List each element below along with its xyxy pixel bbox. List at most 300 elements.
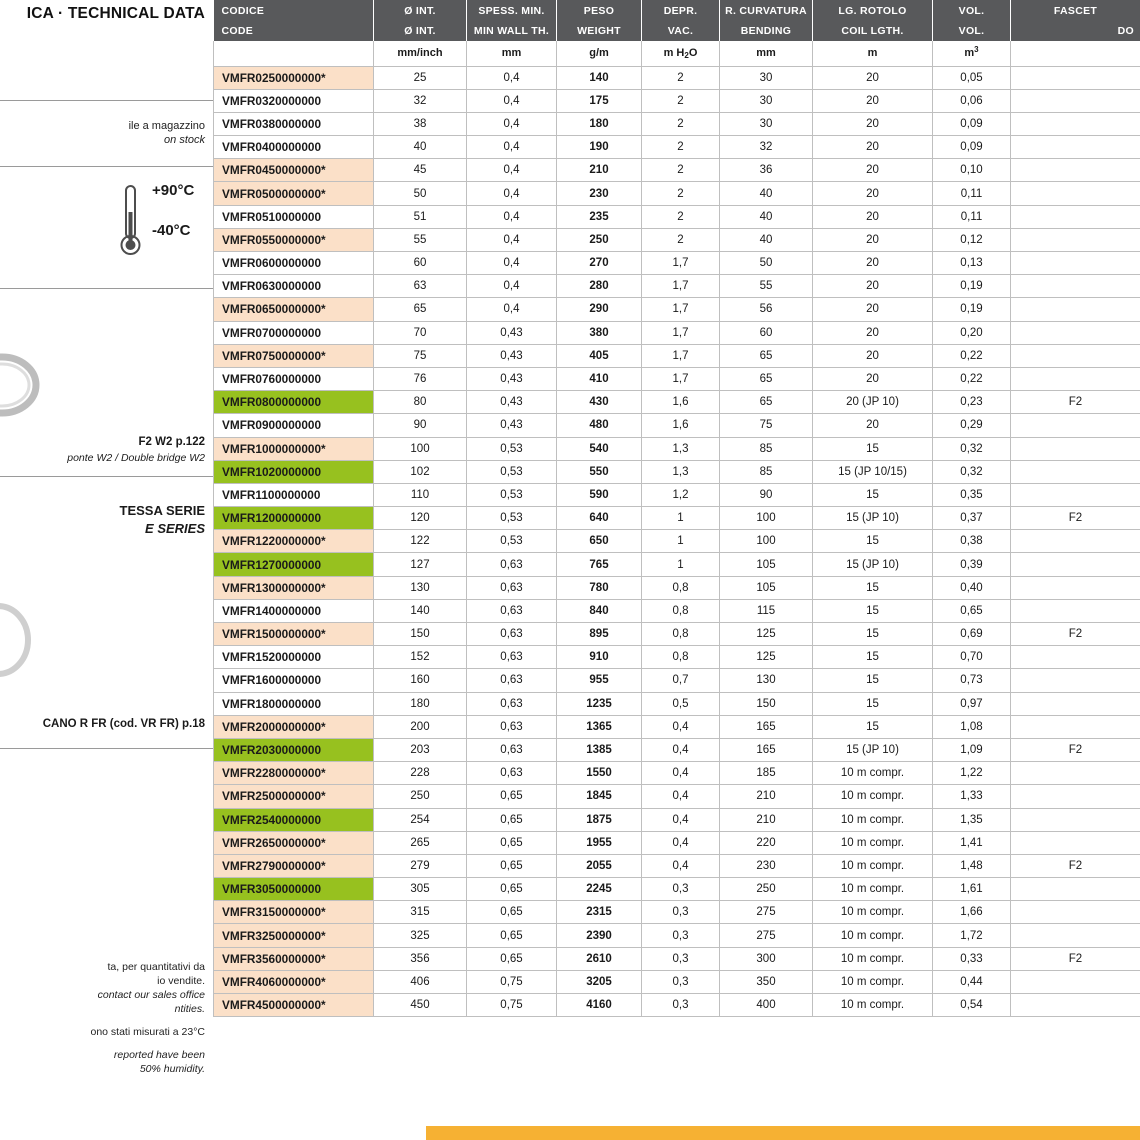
cell-band: [1011, 66, 1140, 89]
cell-bending-radius: 55: [720, 275, 813, 298]
cell-coil-length: 10 m compr.: [813, 785, 933, 808]
cell-coil-length: 10 m compr.: [813, 970, 933, 993]
cell-vacuum: 2: [642, 182, 720, 205]
table-row: [214, 437, 1140, 460]
cell-band: [1011, 252, 1140, 275]
cell-weight: 140: [557, 66, 642, 89]
th-vol-it: VOL.: [933, 0, 1011, 21]
cell-bending-radius: 90: [720, 483, 813, 506]
table-row: [214, 808, 1140, 831]
cell-internal-diameter: 152: [374, 646, 467, 669]
cell-coil-length: 10 m compr.: [813, 808, 933, 831]
cell-coil-length: 20: [813, 344, 933, 367]
cell-code: VMFR0900000000: [214, 414, 374, 437]
footnote-3: ntities.: [174, 1003, 205, 1015]
table-row: [214, 878, 1140, 901]
cell-volume: 1,09: [933, 738, 1011, 761]
cell-band: [1011, 785, 1140, 808]
divider-vulcano: [0, 748, 213, 749]
table-row: [214, 553, 1140, 576]
cell-weight: 955: [557, 669, 642, 692]
cell-coil-length: 20: [813, 228, 933, 251]
cell-volume: 1,61: [933, 878, 1011, 901]
cell-min-wall-thickness: 0,4: [467, 89, 557, 112]
cell-min-wall-thickness: 0,65: [467, 924, 557, 947]
cell-internal-diameter: 140: [374, 599, 467, 622]
cell-volume: 0,22: [933, 344, 1011, 367]
cell-vacuum: 2: [642, 89, 720, 112]
cell-bending-radius: 65: [720, 367, 813, 390]
cell-coil-length: 10 m compr.: [813, 878, 933, 901]
table-row: [214, 136, 1140, 159]
table-row: [214, 159, 1140, 182]
cell-code: VMFR2540000000: [214, 808, 374, 831]
cell-vacuum: 1,3: [642, 460, 720, 483]
cell-min-wall-thickness: 0,4: [467, 136, 557, 159]
cell-code: VMFR0550000000*: [214, 228, 374, 251]
cell-bending-radius: 210: [720, 808, 813, 831]
th-int-it: Ø INT.: [374, 0, 467, 21]
cell-internal-diameter: 70: [374, 321, 467, 344]
cell-coil-length: 20: [813, 136, 933, 159]
cell-min-wall-thickness: 0,4: [467, 275, 557, 298]
cell-min-wall-thickness: 0,43: [467, 414, 557, 437]
cell-min-wall-thickness: 0,75: [467, 994, 557, 1017]
th-vol-en: VOL.: [933, 21, 1011, 41]
cell-code: VMFR0750000000*: [214, 344, 374, 367]
cell-vacuum: 0,4: [642, 715, 720, 738]
cell-coil-length: 10 m compr.: [813, 854, 933, 877]
cell-bending-radius: 350: [720, 970, 813, 993]
cell-min-wall-thickness: 0,4: [467, 205, 557, 228]
divider-temp-bottom: [0, 288, 213, 289]
cell-code: VMFR1000000000*: [214, 437, 374, 460]
cell-band: [1011, 576, 1140, 599]
th-wall-it: SPESS. MIN.: [467, 0, 557, 21]
cell-coil-length: 15: [813, 692, 933, 715]
cell-min-wall-thickness: 0,65: [467, 901, 557, 924]
cell-band: F2: [1011, 507, 1140, 530]
cell-bending-radius: 230: [720, 854, 813, 877]
cell-internal-diameter: 90: [374, 414, 467, 437]
table-row: [214, 576, 1140, 599]
cell-internal-diameter: 325: [374, 924, 467, 947]
left-info-column: [0, 0, 213, 1140]
th-bending-en: BENDING: [720, 21, 813, 41]
cell-bending-radius: 105: [720, 576, 813, 599]
th-bending-it: R. CURVATURA: [720, 0, 813, 21]
cell-vacuum: 2: [642, 159, 720, 182]
cell-internal-diameter: 32: [374, 89, 467, 112]
cell-volume: 0,12: [933, 228, 1011, 251]
cell-vacuum: 2: [642, 136, 720, 159]
cell-weight: 1235: [557, 692, 642, 715]
cell-volume: 0,38: [933, 530, 1011, 553]
cell-coil-length: 20: [813, 182, 933, 205]
cell-min-wall-thickness: 0,63: [467, 576, 557, 599]
cell-internal-diameter: 50: [374, 182, 467, 205]
table-row: [214, 460, 1140, 483]
cell-volume: 0,54: [933, 994, 1011, 1017]
cell-volume: 0,09: [933, 112, 1011, 135]
cell-band: [1011, 298, 1140, 321]
cell-code: VMFR1520000000: [214, 646, 374, 669]
cell-vacuum: 0,7: [642, 669, 720, 692]
cell-band: [1011, 530, 1140, 553]
cell-bending-radius: 115: [720, 599, 813, 622]
cell-code: VMFR0400000000: [214, 136, 374, 159]
cell-min-wall-thickness: 0,53: [467, 460, 557, 483]
cell-volume: 0,65: [933, 599, 1011, 622]
cell-bending-radius: 85: [720, 460, 813, 483]
cell-volume: 1,08: [933, 715, 1011, 738]
cell-vacuum: 0,4: [642, 808, 720, 831]
cell-weight: 540: [557, 437, 642, 460]
cell-internal-diameter: 203: [374, 738, 467, 761]
cell-coil-length: 15: [813, 483, 933, 506]
unit-vol: $m^3$: [933, 41, 1011, 66]
cell-bending-radius: 56: [720, 298, 813, 321]
cell-min-wall-thickness: 0,53: [467, 483, 557, 506]
cell-band: [1011, 553, 1140, 576]
cell-code: VMFR1400000000: [214, 599, 374, 622]
stock-note-it: ile a magazzino: [128, 120, 205, 132]
cell-min-wall-thickness: 0,4: [467, 159, 557, 182]
table-row: [214, 947, 1140, 970]
table-row: [214, 669, 1140, 692]
cell-vacuum: 0,3: [642, 878, 720, 901]
cell-volume: 0,32: [933, 437, 1011, 460]
cell-vacuum: 1: [642, 553, 720, 576]
cell-bending-radius: 40: [720, 182, 813, 205]
cell-bending-radius: 85: [720, 437, 813, 460]
th-band-en: DO: [1011, 21, 1140, 41]
cell-bending-radius: 130: [720, 669, 813, 692]
cell-min-wall-thickness: 0,63: [467, 599, 557, 622]
table-row: [214, 66, 1140, 89]
cell-coil-length: 10 m compr.: [813, 924, 933, 947]
units-row: [214, 41, 1140, 66]
cell-volume: 0,11: [933, 205, 1011, 228]
footnote-0: ta, per quantitativi da: [107, 961, 205, 973]
cell-min-wall-thickness: 0,63: [467, 738, 557, 761]
cell-min-wall-thickness: 0,43: [467, 391, 557, 414]
cell-volume: 0,20: [933, 321, 1011, 344]
cell-min-wall-thickness: 0,65: [467, 831, 557, 854]
cell-weight: 1550: [557, 762, 642, 785]
cell-coil-length: 10 m compr.: [813, 947, 933, 970]
unit-coil: m: [813, 41, 933, 66]
cell-vacuum: 2: [642, 228, 720, 251]
cell-internal-diameter: 25: [374, 66, 467, 89]
cell-code: VMFR2000000000*: [214, 715, 374, 738]
cell-bending-radius: 100: [720, 507, 813, 530]
table-row: [214, 321, 1140, 344]
cell-vacuum: 1,7: [642, 367, 720, 390]
cell-weight: 640: [557, 507, 642, 530]
cell-internal-diameter: 76: [374, 367, 467, 390]
cell-min-wall-thickness: 0,4: [467, 182, 557, 205]
unit-bending: mm: [720, 41, 813, 66]
table-row: [214, 205, 1140, 228]
footnote-2: contact our sales office: [97, 989, 205, 1001]
cell-code: VMFR1220000000*: [214, 530, 374, 553]
cell-weight: 765: [557, 553, 642, 576]
cell-code: VMFR1300000000*: [214, 576, 374, 599]
cell-bending-radius: 300: [720, 947, 813, 970]
cell-bending-radius: 30: [720, 89, 813, 112]
vulcano-reference: CANO R FR (cod. VR FR) p.18: [42, 718, 205, 730]
cell-min-wall-thickness: 0,65: [467, 947, 557, 970]
cell-bending-radius: 65: [720, 344, 813, 367]
header-row-en: [214, 21, 1140, 41]
hose-coil-photo: [0, 350, 60, 420]
cell-volume: 0,39: [933, 553, 1011, 576]
cell-weight: 1385: [557, 738, 642, 761]
cell-bending-radius: 400: [720, 994, 813, 1017]
cell-vacuum: 0,5: [642, 692, 720, 715]
cell-coil-length: 10 m compr.: [813, 762, 933, 785]
cell-vacuum: 0,3: [642, 924, 720, 947]
cell-volume: 0,23: [933, 391, 1011, 414]
cell-code: VMFR2790000000*: [214, 854, 374, 877]
cell-coil-length: 15 (JP 10): [813, 507, 933, 530]
cell-coil-length: 20: [813, 321, 933, 344]
table-row: [214, 715, 1140, 738]
cell-min-wall-thickness: 0,63: [467, 692, 557, 715]
cell-weight: 1955: [557, 831, 642, 854]
cell-min-wall-thickness: 0,43: [467, 367, 557, 390]
cell-band: [1011, 808, 1140, 831]
page-title: ICA · TECHNICAL DATA: [26, 5, 205, 22]
cell-internal-diameter: 80: [374, 391, 467, 414]
th-code-it: CODICE: [214, 0, 374, 21]
cell-internal-diameter: 130: [374, 576, 467, 599]
cell-coil-length: 20: [813, 159, 933, 182]
cell-band: [1011, 901, 1140, 924]
cell-volume: 0,44: [933, 970, 1011, 993]
cell-code: VMFR1500000000*: [214, 623, 374, 646]
cell-coil-length: 15: [813, 715, 933, 738]
cell-min-wall-thickness: 0,75: [467, 970, 557, 993]
cell-vacuum: 1,7: [642, 321, 720, 344]
cell-bending-radius: 40: [720, 228, 813, 251]
cell-internal-diameter: 305: [374, 878, 467, 901]
cell-band: [1011, 321, 1140, 344]
cell-weight: 910: [557, 646, 642, 669]
cell-internal-diameter: 279: [374, 854, 467, 877]
cell-code: VMFR3560000000*: [214, 947, 374, 970]
temp-min-label: -40°C: [152, 222, 191, 239]
cell-weight: 4160: [557, 994, 642, 1017]
cell-weight: 175: [557, 89, 642, 112]
cell-band: [1011, 970, 1140, 993]
cell-min-wall-thickness: 0,4: [467, 228, 557, 251]
cell-weight: 590: [557, 483, 642, 506]
cell-internal-diameter: 160: [374, 669, 467, 692]
cell-internal-diameter: 51: [374, 205, 467, 228]
cell-weight: 430: [557, 391, 642, 414]
cell-volume: 0,06: [933, 89, 1011, 112]
unit-int: mm/inch: [374, 41, 467, 66]
cell-band: [1011, 483, 1140, 506]
cell-min-wall-thickness: 0,63: [467, 623, 557, 646]
hose-fitting-photo: [0, 600, 60, 680]
cell-min-wall-thickness: 0,63: [467, 669, 557, 692]
table-row: [214, 112, 1140, 135]
cell-weight: 480: [557, 414, 642, 437]
cell-code: VMFR3050000000: [214, 878, 374, 901]
cell-bending-radius: 220: [720, 831, 813, 854]
cell-vacuum: 1: [642, 530, 720, 553]
cell-volume: 0,29: [933, 414, 1011, 437]
th-weight-en: WEIGHT: [557, 21, 642, 41]
cell-bending-radius: 50: [720, 252, 813, 275]
cell-band: [1011, 669, 1140, 692]
table-row: [214, 901, 1140, 924]
cell-bending-radius: 105: [720, 553, 813, 576]
cell-weight: 235: [557, 205, 642, 228]
cell-coil-length: 20: [813, 66, 933, 89]
cell-coil-length: 20: [813, 205, 933, 228]
cell-volume: 0,22: [933, 367, 1011, 390]
f2w2-reference-sub: ponte W2 / Double bridge W2: [67, 452, 205, 464]
cell-weight: 190: [557, 136, 642, 159]
cell-code: VMFR3150000000*: [214, 901, 374, 924]
table-row: [214, 414, 1140, 437]
cell-code: VMFR0800000000: [214, 391, 374, 414]
cell-band: [1011, 831, 1140, 854]
cell-internal-diameter: 120: [374, 507, 467, 530]
cell-coil-length: 20: [813, 89, 933, 112]
cell-band: F2: [1011, 854, 1140, 877]
cell-band: [1011, 715, 1140, 738]
cell-bending-radius: 150: [720, 692, 813, 715]
table-row: [214, 762, 1140, 785]
cell-vacuum: 0,3: [642, 947, 720, 970]
cell-vacuum: 0,4: [642, 785, 720, 808]
stock-note-en: on stock: [164, 134, 205, 146]
cell-weight: 250: [557, 228, 642, 251]
cell-code: VMFR1100000000: [214, 483, 374, 506]
cell-internal-diameter: 254: [374, 808, 467, 831]
cell-weight: 2245: [557, 878, 642, 901]
cell-vacuum: 2: [642, 205, 720, 228]
cell-weight: 210: [557, 159, 642, 182]
cell-vacuum: 1,6: [642, 414, 720, 437]
cell-internal-diameter: 150: [374, 623, 467, 646]
cell-vacuum: 2: [642, 112, 720, 135]
cell-min-wall-thickness: 0,63: [467, 762, 557, 785]
cell-min-wall-thickness: 0,4: [467, 112, 557, 135]
cell-weight: 840: [557, 599, 642, 622]
cell-volume: 0,35: [933, 483, 1011, 506]
cell-band: [1011, 228, 1140, 251]
cell-band: [1011, 136, 1140, 159]
cell-band: [1011, 275, 1140, 298]
cell-volume: 1,35: [933, 808, 1011, 831]
cell-min-wall-thickness: 0,65: [467, 854, 557, 877]
cell-bending-radius: 125: [720, 623, 813, 646]
cell-code: VMFR0250000000*: [214, 66, 374, 89]
table-head: [214, 0, 1140, 41]
cell-code: VMFR0320000000: [214, 89, 374, 112]
cell-min-wall-thickness: 0,65: [467, 785, 557, 808]
cell-min-wall-thickness: 0,4: [467, 252, 557, 275]
cell-vacuum: 1,7: [642, 298, 720, 321]
table-row: [214, 738, 1140, 761]
thermometer-icon: [118, 182, 144, 260]
cell-weight: 380: [557, 321, 642, 344]
cell-band: [1011, 89, 1140, 112]
cell-volume: 0,97: [933, 692, 1011, 715]
table-row: [214, 252, 1140, 275]
cell-internal-diameter: 65: [374, 298, 467, 321]
cell-internal-diameter: 55: [374, 228, 467, 251]
cell-vacuum: 1,7: [642, 344, 720, 367]
cell-code: VMFR0500000000*: [214, 182, 374, 205]
cell-bending-radius: 30: [720, 112, 813, 135]
cell-bending-radius: 30: [720, 66, 813, 89]
cell-vacuum: 2: [642, 66, 720, 89]
cell-band: [1011, 460, 1140, 483]
cell-bending-radius: 36: [720, 159, 813, 182]
cell-min-wall-thickness: 0,53: [467, 437, 557, 460]
cell-code: VMFR0630000000: [214, 275, 374, 298]
cell-internal-diameter: 127: [374, 553, 467, 576]
cell-bending-radius: 32: [720, 136, 813, 159]
cell-vacuum: 0,8: [642, 599, 720, 622]
cell-internal-diameter: 315: [374, 901, 467, 924]
cell-min-wall-thickness: 0,53: [467, 507, 557, 530]
cell-volume: 1,41: [933, 831, 1011, 854]
cell-min-wall-thickness: 0,65: [467, 878, 557, 901]
cell-weight: 895: [557, 623, 642, 646]
cell-weight: 1365: [557, 715, 642, 738]
cell-internal-diameter: 356: [374, 947, 467, 970]
cell-weight: 2315: [557, 901, 642, 924]
cell-coil-length: 15 (JP 10): [813, 553, 933, 576]
cell-volume: 0,19: [933, 298, 1011, 321]
cell-weight: 290: [557, 298, 642, 321]
cell-weight: 2055: [557, 854, 642, 877]
cell-min-wall-thickness: 0,4: [467, 298, 557, 321]
cell-internal-diameter: 63: [374, 275, 467, 298]
table-row: [214, 483, 1140, 506]
th-int-en: Ø INT.: [374, 21, 467, 41]
table-row: [214, 530, 1140, 553]
divider-serie-top: [0, 476, 213, 477]
cell-band: [1011, 437, 1140, 460]
cell-internal-diameter: 102: [374, 460, 467, 483]
divider-top: [0, 100, 213, 101]
unit-vac: m $H_2O$: [642, 41, 720, 66]
cell-band: [1011, 344, 1140, 367]
cell-internal-diameter: 100: [374, 437, 467, 460]
cell-coil-length: 15: [813, 669, 933, 692]
cell-code: VMFR1600000000: [214, 669, 374, 692]
cell-volume: 1,22: [933, 762, 1011, 785]
table-row: [214, 831, 1140, 854]
cell-vacuum: 0,3: [642, 901, 720, 924]
cell-coil-length: 20: [813, 298, 933, 321]
cell-internal-diameter: 110: [374, 483, 467, 506]
footnote-4: ono stati misurati a 23°C: [90, 1026, 205, 1038]
cell-coil-length: 20: [813, 275, 933, 298]
cell-volume: 0,09: [933, 136, 1011, 159]
cell-bending-radius: 210: [720, 785, 813, 808]
series-label-en: E SERIES: [145, 521, 205, 536]
